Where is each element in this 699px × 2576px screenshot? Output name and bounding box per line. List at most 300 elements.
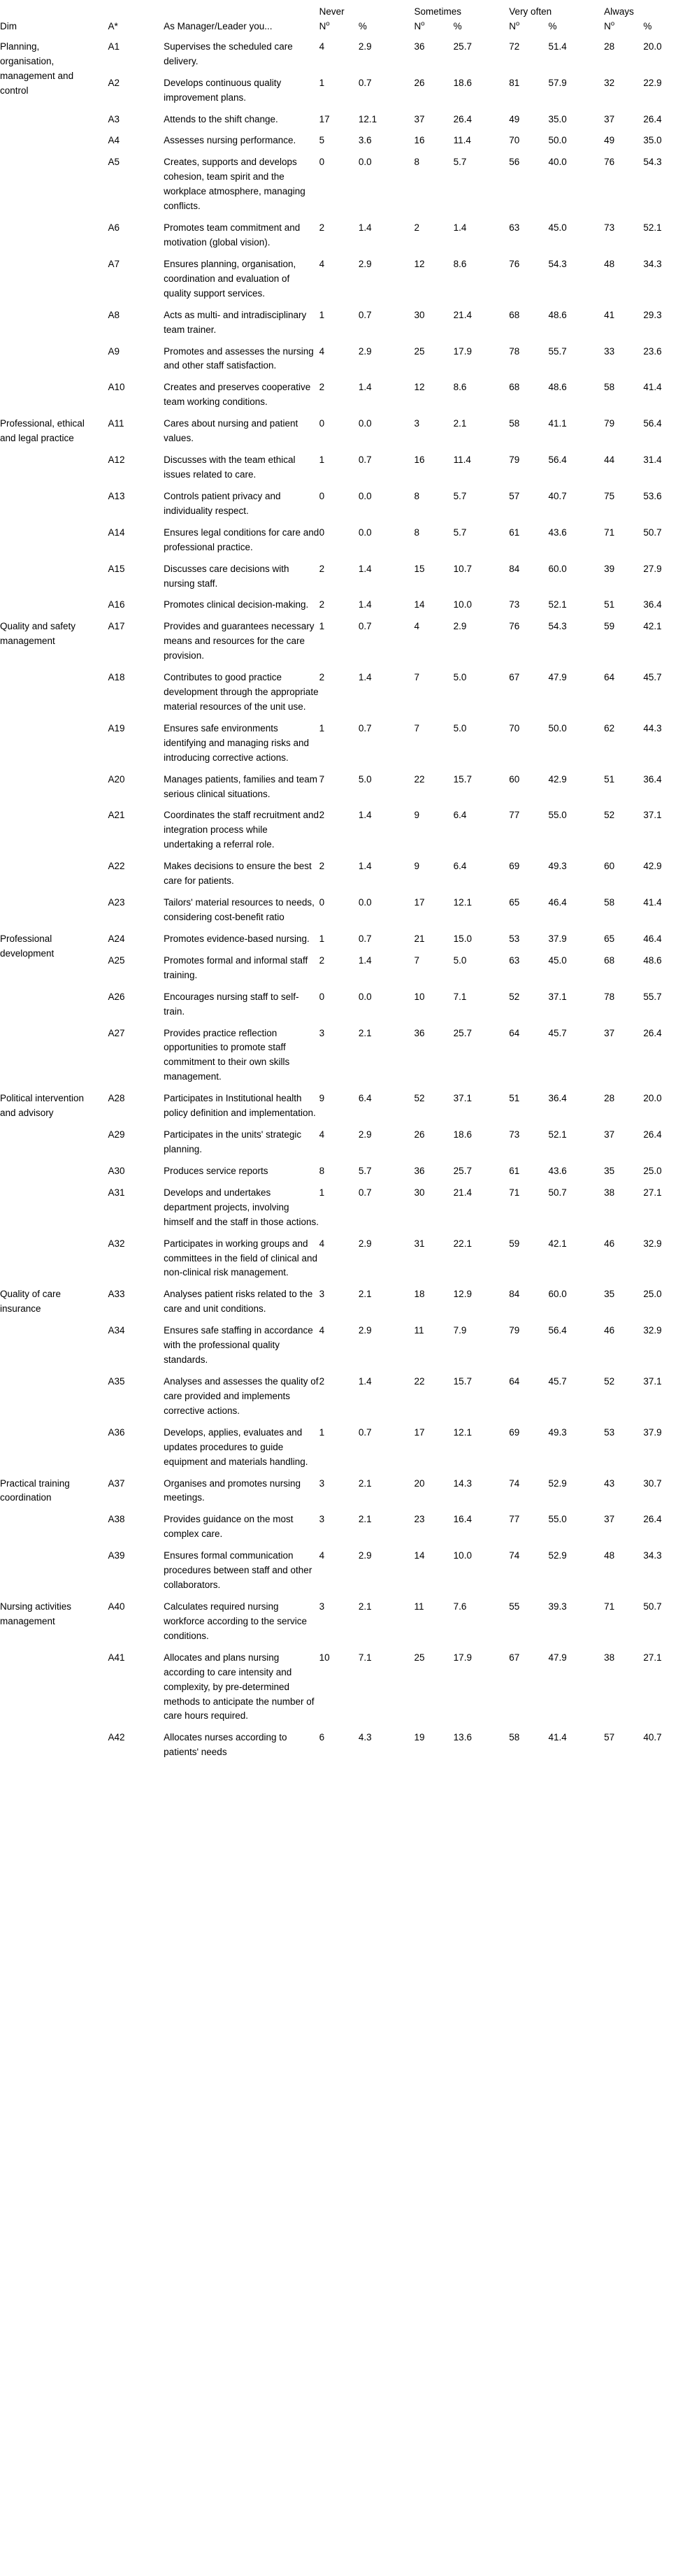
table-row[interactable] — [0, 1645, 699, 1726]
cell-sometimes-percent: 7.1 — [453, 991, 467, 1002]
table-row[interactable] — [0, 557, 699, 593]
table-row[interactable] — [0, 1086, 699, 1122]
cell-always-count: 51 — [604, 773, 615, 785]
cell-never-percent: 1.4 — [358, 861, 372, 872]
cell-never-percent: 0.7 — [358, 933, 372, 944]
cell-sometimes-count: 26 — [414, 77, 425, 88]
cell-never-percent: 12.1 — [358, 113, 377, 124]
group-header-always: Always — [604, 6, 634, 17]
row-pad1 — [86, 1471, 108, 1508]
cell-never-count: 0 — [319, 527, 325, 538]
table-row[interactable] — [0, 107, 699, 129]
cell-sometimes-count: 7 — [414, 672, 419, 683]
item-code: A12 — [108, 455, 125, 466]
dimension-label: Nursing activities management — [0, 1601, 72, 1626]
row-pad1 — [86, 1180, 108, 1231]
cell-never-percent: 0.0 — [358, 157, 372, 168]
table-row[interactable] — [0, 520, 699, 557]
cell-sometimes-percent: 8.6 — [453, 258, 467, 269]
cell-sometimes-count: 18 — [414, 1289, 425, 1300]
cell-sometimes-percent: 11.4 — [453, 135, 471, 146]
cell-veryoften-percent: 48.6 — [548, 382, 567, 393]
item-statement: Contributes to good practice development through the appropriate material resources of the unit use. — [164, 672, 319, 712]
row-pad1 — [86, 1021, 108, 1087]
cell-always-percent: 41.4 — [643, 382, 662, 393]
cell-veryoften-percent: 55.0 — [548, 1514, 567, 1525]
cell-always-count: 57 — [604, 1732, 615, 1743]
table-row[interactable] — [0, 1180, 699, 1231]
item-statement: Allocates and plans nursing according to care intensity and complexity, by pre-determined methods to anticipate the number of care hours required. — [164, 1652, 315, 1722]
cell-sometimes-percent: 37.1 — [453, 1093, 472, 1104]
table-row[interactable] — [0, 1420, 699, 1471]
group-header-blank-code — [108, 5, 164, 20]
table-row[interactable] — [0, 448, 699, 484]
item-code: A42 — [108, 1732, 125, 1743]
cell-sometimes-count: 25 — [414, 1652, 425, 1663]
cell-always-count: 39 — [604, 563, 615, 574]
cell-sometimes-count: 30 — [414, 1187, 425, 1198]
table-row[interactable] — [0, 1594, 699, 1645]
item-statement: Participates in Institutional health policy definition and implementation. — [164, 1093, 316, 1119]
item-code: A34 — [108, 1325, 125, 1336]
cell-veryoften-count: 56 — [509, 157, 520, 168]
cell-always-percent: 27.1 — [643, 1187, 662, 1198]
cell-sometimes-percent: 25.7 — [453, 41, 472, 52]
table-row[interactable] — [0, 303, 699, 339]
cell-veryoften-percent: 51.4 — [548, 41, 567, 52]
table-row[interactable] — [0, 1021, 699, 1087]
column-header-pct-1: % — [453, 20, 462, 31]
cell-always-count: 48 — [604, 1550, 615, 1561]
cell-veryoften-percent: 41.1 — [548, 418, 567, 429]
item-code: A38 — [108, 1514, 125, 1525]
table-row[interactable] — [0, 1471, 699, 1508]
cell-always-count: 64 — [604, 672, 615, 683]
row-pad1 — [86, 1122, 108, 1159]
cell-veryoften-percent: 48.6 — [548, 309, 567, 320]
item-code: A15 — [108, 563, 125, 574]
table-row[interactable] — [0, 34, 699, 71]
item-code: A20 — [108, 773, 125, 785]
cell-veryoften-percent: 56.4 — [548, 455, 567, 466]
item-statement: Encourages nursing staff to self-train. — [164, 991, 299, 1017]
cell-never-count: 8 — [319, 1165, 325, 1176]
table-row[interactable] — [0, 985, 699, 1021]
table-row[interactable] — [0, 484, 699, 520]
dimension-label: Quality and safety management — [0, 621, 76, 647]
cell-veryoften-percent: 45.7 — [548, 1375, 567, 1387]
table-row[interactable] — [0, 1318, 699, 1369]
item-code: A41 — [108, 1652, 125, 1663]
cell-veryoften-count: 69 — [509, 861, 520, 872]
cell-sometimes-percent: 2.9 — [453, 621, 467, 632]
cell-veryoften-count: 63 — [509, 954, 520, 966]
cell-never-count: 2 — [319, 563, 325, 574]
cell-veryoften-count: 65 — [509, 897, 520, 908]
table-row[interactable] — [0, 890, 699, 926]
cell-never-count: 4 — [319, 41, 325, 52]
row-pad1 — [86, 665, 108, 716]
cell-never-percent: 2.1 — [358, 1477, 372, 1489]
cell-never-percent: 2.9 — [358, 41, 372, 52]
cell-always-percent: 40.7 — [643, 1732, 662, 1743]
cell-veryoften-count: 77 — [509, 1514, 520, 1525]
cell-never-percent: 2.1 — [358, 1601, 372, 1612]
cell-always-count: 38 — [604, 1652, 615, 1663]
cell-always-percent: 26.4 — [643, 1027, 662, 1038]
cell-sometimes-percent: 13.6 — [453, 1732, 472, 1743]
cell-sometimes-percent: 1.4 — [453, 222, 467, 234]
item-code: A37 — [108, 1477, 125, 1489]
row-pad1 — [86, 411, 108, 448]
cell-always-count: 43 — [604, 1477, 615, 1489]
cell-veryoften-percent: 40.0 — [548, 157, 567, 168]
cell-sometimes-percent: 16.4 — [453, 1514, 472, 1525]
item-statement: Creates and preserves cooperative team working conditions. — [164, 382, 311, 408]
cell-always-percent: 53.6 — [643, 490, 662, 501]
cell-veryoften-count: 76 — [509, 258, 520, 269]
item-code: A25 — [108, 954, 125, 966]
cell-always-count: 44 — [604, 455, 615, 466]
cell-always-count: 28 — [604, 41, 615, 52]
table-row[interactable] — [0, 1159, 699, 1180]
item-statement: Assesses nursing performance. — [164, 135, 296, 146]
cell-veryoften-percent: 45.0 — [548, 222, 567, 234]
cell-always-count: 52 — [604, 810, 615, 821]
cell-veryoften-percent: 41.4 — [548, 1732, 567, 1743]
table-row[interactable] — [0, 411, 699, 448]
table-row[interactable] — [0, 926, 699, 948]
table-row[interactable] — [0, 339, 699, 375]
item-statement: Manages patients, families and team serious clinical situations. — [164, 773, 318, 799]
table-row[interactable] — [0, 128, 699, 150]
item-statement: Attends to the shift change. — [164, 113, 278, 124]
cell-never-count: 0 — [319, 897, 325, 908]
row-pad1 — [86, 448, 108, 484]
table-row[interactable] — [0, 592, 699, 614]
cell-never-percent: 0.7 — [358, 722, 372, 734]
cell-veryoften-count: 84 — [509, 1289, 520, 1300]
cell-sometimes-count: 31 — [414, 1238, 425, 1249]
cell-sometimes-count: 7 — [414, 722, 419, 734]
cell-always-percent: 30.7 — [643, 1477, 662, 1489]
cell-veryoften-count: 79 — [509, 455, 520, 466]
cell-veryoften-percent: 50.0 — [548, 135, 567, 146]
cell-always-count: 65 — [604, 933, 615, 944]
table-row[interactable] — [0, 1122, 699, 1159]
row-pad1 — [86, 926, 108, 948]
cell-sometimes-percent: 17.9 — [453, 1652, 472, 1663]
cell-never-percent: 1.4 — [358, 954, 372, 966]
table-row[interactable] — [0, 803, 699, 854]
cell-sometimes-count: 19 — [414, 1732, 425, 1743]
cell-sometimes-count: 26 — [414, 1129, 425, 1140]
cell-always-count: 46 — [604, 1325, 615, 1336]
cell-always-count: 78 — [604, 991, 615, 1002]
table-row[interactable] — [0, 716, 699, 767]
cell-sometimes-count: 9 — [414, 861, 419, 872]
cell-veryoften-percent: 49.3 — [548, 1426, 567, 1438]
cell-never-count: 9 — [319, 1093, 325, 1104]
cell-veryoften-count: 57 — [509, 490, 520, 501]
cell-always-count: 28 — [604, 1093, 615, 1104]
cell-never-count: 0 — [319, 157, 325, 168]
cell-veryoften-count: 60 — [509, 773, 520, 785]
cell-never-count: 4 — [319, 1238, 325, 1249]
cell-veryoften-count: 70 — [509, 722, 520, 734]
table-row[interactable] — [0, 1369, 699, 1420]
item-code: A19 — [108, 722, 125, 734]
n-superscript: o — [421, 20, 425, 28]
item-statement: Ensures formal communication procedures between staff and other collaborators. — [164, 1550, 312, 1591]
cell-always-percent: 36.4 — [643, 773, 662, 785]
cell-never-count: 1 — [319, 621, 325, 632]
cell-sometimes-count: 17 — [414, 1426, 425, 1438]
cell-sometimes-percent: 21.4 — [453, 1187, 472, 1198]
cell-always-count: 58 — [604, 382, 615, 393]
row-pad1 — [86, 1594, 108, 1645]
n-superscript: o — [610, 20, 615, 28]
row-pad1 — [86, 339, 108, 375]
cell-sometimes-percent: 11.4 — [453, 455, 471, 466]
item-code: A8 — [108, 309, 120, 320]
cell-veryoften-percent: 46.4 — [548, 897, 567, 908]
cell-veryoften-count: 58 — [509, 1732, 520, 1743]
item-code: A17 — [108, 621, 125, 632]
table-row[interactable] — [0, 767, 699, 803]
cell-sometimes-percent: 5.0 — [453, 954, 467, 966]
table-row[interactable] — [0, 1543, 699, 1594]
cell-sometimes-count: 16 — [414, 455, 425, 466]
cell-never-percent: 1.4 — [358, 563, 372, 574]
cell-always-percent: 29.3 — [643, 309, 662, 320]
cell-sometimes-percent: 25.7 — [453, 1027, 472, 1038]
cell-sometimes-count: 12 — [414, 382, 425, 393]
cell-veryoften-percent: 50.7 — [548, 1187, 567, 1198]
cell-always-count: 37 — [604, 1514, 615, 1525]
table-row[interactable] — [0, 150, 699, 215]
row-pad1 — [86, 107, 108, 129]
cell-veryoften-percent: 55.0 — [548, 810, 567, 821]
cell-always-count: 33 — [604, 345, 615, 357]
cell-veryoften-count: 68 — [509, 382, 520, 393]
item-statement: Supervises the scheduled care delivery. — [164, 41, 293, 66]
cell-never-percent: 0.0 — [358, 991, 372, 1002]
cell-veryoften-percent: 52.1 — [548, 1129, 567, 1140]
cell-always-percent: 35.0 — [643, 135, 662, 146]
group-header-sometimes: Sometimes — [414, 6, 461, 17]
group-header-blank-pad1 — [86, 5, 108, 20]
cell-never-count: 2 — [319, 954, 325, 966]
cell-never-percent: 1.4 — [358, 382, 372, 393]
cell-never-count: 4 — [319, 1325, 325, 1336]
cell-sometimes-percent: 5.7 — [453, 490, 467, 501]
cell-never-count: 0 — [319, 490, 325, 501]
table-row[interactable] — [0, 948, 699, 985]
cell-always-count: 37 — [604, 1129, 615, 1140]
item-statement: Promotes and assesses the nursing and other staff satisfaction. — [164, 345, 314, 371]
table-row[interactable] — [0, 854, 699, 890]
cell-sometimes-count: 37 — [414, 113, 425, 124]
cell-sometimes-count: 23 — [414, 1514, 425, 1525]
cell-always-percent: 20.0 — [643, 1093, 662, 1104]
cell-never-percent: 0.0 — [358, 490, 372, 501]
cell-always-percent: 37.9 — [643, 1426, 662, 1438]
cell-never-count: 1 — [319, 77, 325, 88]
row-pad1 — [86, 1159, 108, 1180]
cell-sometimes-percent: 5.0 — [453, 722, 467, 734]
table-row[interactable] — [0, 1282, 699, 1318]
cell-never-count: 0 — [319, 418, 325, 429]
cell-always-percent: 42.9 — [643, 861, 662, 872]
cell-always-count: 71 — [604, 1601, 615, 1612]
cell-always-percent: 56.4 — [643, 418, 662, 429]
row-pad1 — [86, 716, 108, 767]
column-header-pct-0: % — [358, 20, 367, 31]
cell-always-percent: 20.0 — [643, 41, 662, 52]
cell-never-percent: 0.7 — [358, 1187, 372, 1198]
cell-always-percent: 54.3 — [643, 157, 662, 168]
cell-never-percent: 7.1 — [358, 1652, 372, 1663]
item-statement: Calculates required nursing workforce according to the service conditions. — [164, 1601, 308, 1641]
cell-sometimes-percent: 12.1 — [453, 1426, 472, 1438]
row-pad1 — [86, 803, 108, 854]
cell-never-count: 6 — [319, 1732, 325, 1743]
cell-never-count: 2 — [319, 382, 325, 393]
cell-veryoften-percent: 55.7 — [548, 345, 567, 357]
item-statement: Promotes clinical decision-making. — [164, 599, 309, 610]
cell-never-percent: 1.4 — [358, 1375, 372, 1387]
cell-always-percent: 45.7 — [643, 672, 662, 683]
cell-always-percent: 36.4 — [643, 599, 662, 610]
dimension-label: Practical training coordination — [0, 1477, 70, 1503]
item-statement: Ensures safe staffing in accordance with the professional quality standards. — [164, 1325, 313, 1366]
dimension-label: Professional, ethical and legal practice — [0, 418, 85, 444]
cell-veryoften-count: 67 — [509, 672, 520, 683]
bottom-spacer — [0, 1761, 699, 1769]
cell-never-percent: 2.1 — [358, 1027, 372, 1038]
cell-always-percent: 27.1 — [643, 1652, 662, 1663]
row-pad1 — [86, 1645, 108, 1726]
cell-never-count: 3 — [319, 1027, 325, 1038]
item-statement: Participates in the units' strategic planning. — [164, 1129, 302, 1154]
cell-sometimes-count: 17 — [414, 897, 425, 908]
cell-sometimes-percent: 17.9 — [453, 345, 472, 357]
column-header-n-0 — [319, 20, 359, 34]
cell-veryoften-count: 74 — [509, 1477, 520, 1489]
table-row[interactable] — [0, 1231, 699, 1282]
cell-sometimes-count: 36 — [414, 1165, 425, 1176]
table-row[interactable] — [0, 252, 699, 303]
cell-veryoften-count: 64 — [509, 1375, 520, 1387]
table-row[interactable] — [0, 375, 699, 411]
cell-never-percent: 4.3 — [358, 1732, 372, 1743]
cell-veryoften-percent: 43.6 — [548, 527, 567, 538]
cell-veryoften-percent: 49.3 — [548, 861, 567, 872]
cell-never-percent: 1.4 — [358, 222, 372, 234]
cell-sometimes-percent: 10.7 — [453, 563, 472, 574]
item-code: A18 — [108, 672, 125, 683]
item-statement: Ensures planning, organisation, coordination and evaluation of quality support services. — [164, 258, 296, 299]
table-row[interactable] — [0, 71, 699, 107]
row-pad1 — [86, 34, 108, 71]
cell-never-percent: 0.7 — [358, 1426, 372, 1438]
row-pad1 — [86, 1282, 108, 1318]
cell-sometimes-percent: 2.1 — [453, 418, 467, 429]
row-pad1 — [86, 215, 108, 252]
cell-veryoften-count: 59 — [509, 1238, 520, 1249]
item-code: A5 — [108, 157, 120, 168]
cell-never-count: 5 — [319, 135, 325, 146]
cell-veryoften-count: 73 — [509, 1129, 520, 1140]
item-statement: Ensures safe environments identifying and managing risks and introducing corrective actions. — [164, 722, 310, 763]
cell-never-percent: 2.9 — [358, 258, 372, 269]
cell-never-count: 4 — [319, 345, 325, 357]
item-code: A1 — [108, 41, 120, 52]
cell-always-percent: 50.7 — [643, 527, 662, 538]
cell-never-count: 1 — [319, 933, 325, 944]
row-pad1 — [86, 890, 108, 926]
group-header-very-often: Very often — [509, 6, 552, 17]
table-row[interactable] — [0, 1507, 699, 1543]
cell-sometimes-count: 10 — [414, 991, 425, 1002]
dimension-label: Political intervention and advisory — [0, 1093, 85, 1119]
cell-sometimes-count: 14 — [414, 1550, 425, 1561]
cell-always-count: 62 — [604, 722, 615, 734]
cell-always-count: 71 — [604, 527, 615, 538]
row-pad1 — [86, 592, 108, 614]
cell-never-percent: 2.9 — [358, 1129, 372, 1140]
cell-veryoften-percent: 52.9 — [548, 1477, 567, 1489]
column-header-n-2 — [509, 20, 548, 34]
cell-sometimes-percent: 7.6 — [453, 1601, 467, 1612]
cell-never-count: 2 — [319, 810, 325, 821]
cell-never-count: 3 — [319, 1514, 325, 1525]
cell-veryoften-count: 79 — [509, 1325, 520, 1336]
item-code: A9 — [108, 345, 120, 357]
item-code: A29 — [108, 1129, 125, 1140]
n-label: N — [509, 20, 517, 31]
cell-sometimes-percent: 6.4 — [453, 810, 467, 821]
cell-never-count: 3 — [319, 1289, 325, 1300]
table-row[interactable] — [0, 1725, 699, 1761]
item-code: A36 — [108, 1426, 125, 1438]
cell-sometimes-count: 30 — [414, 309, 425, 320]
cell-never-percent: 3.6 — [358, 135, 372, 146]
cell-always-count: 49 — [604, 135, 615, 146]
cell-never-count: 3 — [319, 1601, 325, 1612]
item-code: A23 — [108, 897, 125, 908]
n-label: N — [604, 20, 611, 31]
cell-veryoften-percent: 50.0 — [548, 722, 567, 734]
column-header-item: As Manager/Leader you... — [164, 20, 273, 31]
table-row[interactable] — [0, 665, 699, 716]
cell-sometimes-percent: 18.6 — [453, 1129, 472, 1140]
item-statement: Discusses with the team ethical issues related to care. — [164, 455, 296, 480]
cell-sometimes-percent: 5.7 — [453, 527, 467, 538]
column-header-pct-2: % — [548, 20, 557, 31]
item-statement: Makes decisions to ensure the best care for patients. — [164, 861, 312, 887]
group-header-never: Never — [319, 6, 345, 17]
column-header-n-3 — [604, 20, 643, 34]
cell-sometimes-percent: 15.7 — [453, 773, 472, 785]
dimension-label: Professional development — [0, 933, 55, 959]
table-row[interactable] — [0, 614, 699, 665]
table-row[interactable] — [0, 215, 699, 252]
dimension-label: Planning, organisation, management and control — [0, 41, 74, 96]
cell-sometimes-percent: 25.7 — [453, 1165, 472, 1176]
item-code: A28 — [108, 1093, 125, 1104]
